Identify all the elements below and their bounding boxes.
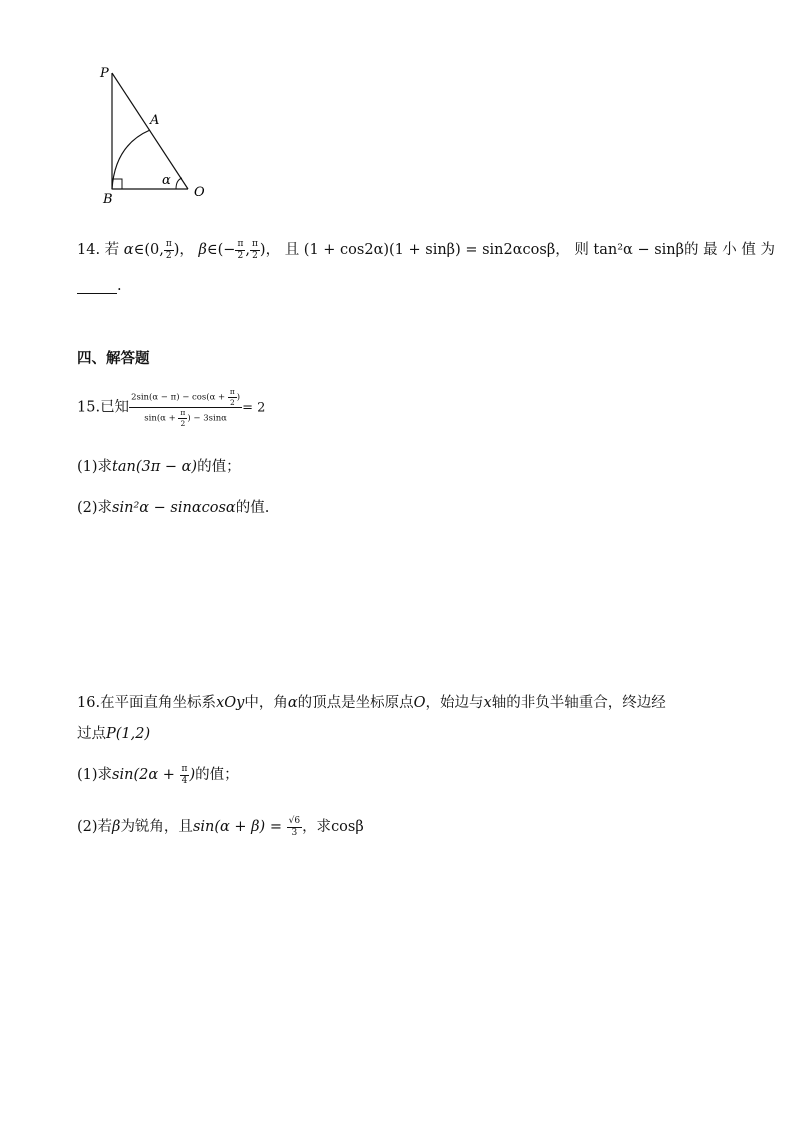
- q14-text-qie: 且: [284, 242, 300, 258]
- q16-alpha: α: [287, 695, 298, 711]
- q16-text-a: 在平面直角坐标系: [100, 695, 217, 711]
- q15-part-2: [77, 496, 269, 517]
- frac-den: 2: [252, 250, 258, 261]
- q15-p2-label: (2)求: [77, 500, 113, 516]
- label-alpha: α: [162, 173, 171, 188]
- frac-den: 3: [291, 827, 298, 838]
- q16-sqrt6-over-3: [287, 817, 302, 838]
- label-B: B: [103, 192, 113, 207]
- q14-range1-close: ): [173, 242, 180, 258]
- q14-range2-open: (−: [217, 242, 236, 258]
- q14-number: 14.: [77, 242, 101, 258]
- q14-text-ruo: 若: [104, 242, 120, 258]
- q16-p2-mid: 为锐角，且: [120, 819, 193, 835]
- q16-part-1: [77, 763, 239, 786]
- frac-num: π: [165, 238, 172, 249]
- q15-p1-end: 的值；: [197, 459, 241, 475]
- q15-num-pi-over-2: [228, 388, 237, 406]
- angle-alpha-arc: [176, 178, 182, 189]
- frac-num: π: [180, 408, 186, 417]
- q15-denominator: [142, 408, 229, 427]
- q15-p2-expr: sin²α − sinαcosα: [112, 500, 236, 516]
- q16-p1-expr-a: sin(2α +: [112, 767, 180, 783]
- q15-p1-expr: tan(3π − α): [112, 459, 198, 475]
- answer-blank[interactable]: [77, 281, 117, 294]
- q16-p2-sep: ，求: [302, 819, 332, 835]
- q16-text-b: 中，角: [244, 695, 288, 711]
- label-A: A: [150, 113, 160, 128]
- q16-text-d: ，始边与: [425, 695, 484, 711]
- q15-p1-label: (1)求: [77, 459, 113, 475]
- q15-num-end: ): [236, 392, 241, 403]
- question-15: [77, 388, 265, 427]
- q16-origin: O: [413, 695, 426, 711]
- segment-PO: [112, 73, 188, 189]
- q16-p2-label: (2)若: [77, 819, 113, 835]
- q16-pi-over-4: [180, 765, 190, 786]
- q14-range2-mid: ,: [245, 242, 250, 258]
- q15-den-start: sin(α +: [144, 413, 179, 424]
- q15-fraction: [129, 388, 242, 427]
- q15-part-1: [77, 455, 241, 476]
- question-16-line1: [77, 691, 666, 712]
- frac-num: √6: [288, 815, 301, 826]
- label-O: O: [194, 185, 205, 200]
- q16-x: x: [483, 695, 492, 711]
- q16-beta: β: [112, 819, 121, 835]
- frac-num: π: [251, 238, 258, 249]
- q14-range2-close: ): [259, 242, 266, 258]
- q16-part-2: [77, 815, 364, 838]
- question-16-line2: [77, 722, 150, 743]
- q16-point: P(1,2): [106, 726, 151, 742]
- q14-end: .: [117, 278, 122, 294]
- q16-p2-expr: sin(α + β) =: [192, 819, 287, 835]
- section-title: 四、解答题: [77, 351, 150, 367]
- question-14: [77, 238, 775, 261]
- q16-text-e: 轴的非负半轴重合，终边经: [491, 695, 666, 711]
- q15-den-end: ) − 3sinα: [187, 413, 227, 424]
- q15-p2-end: 的值.: [235, 500, 270, 516]
- q14-expression: tan²α − sinβ: [593, 242, 685, 258]
- q16-p1-label: (1)求: [77, 767, 113, 783]
- q14-text-min: 的 最 小 值 为: [684, 242, 775, 258]
- q14-pi-over-2-c: [250, 240, 260, 261]
- q16-text-line2: 过点: [77, 726, 106, 742]
- frac-num: π: [229, 387, 235, 396]
- frac-num: π: [237, 238, 244, 249]
- q15-known: 已知: [100, 399, 130, 416]
- q15-numerator: [129, 388, 242, 408]
- q16-p2-target: cosβ: [331, 819, 364, 835]
- q15-num-text: 2sin(α − π) − cos(α +: [131, 392, 228, 403]
- label-P: P: [100, 66, 109, 81]
- q16-text-c: 的顶点是坐标原点: [297, 695, 414, 711]
- q14-sep2: ，: [265, 242, 281, 258]
- frac-den: 2: [237, 250, 244, 261]
- triangle-figure: [90, 60, 220, 210]
- frac-den: 2: [165, 250, 172, 261]
- q16-number: 16.: [77, 695, 101, 711]
- frac-den: 4: [181, 775, 188, 786]
- q14-pi-over-2-b: [235, 240, 245, 261]
- arc-BA: [112, 130, 150, 189]
- q15-number: 15.: [77, 399, 101, 416]
- q14-beta: β: [198, 242, 207, 258]
- q15-rhs: = 2: [242, 400, 266, 416]
- q16-p1-expr-b: ): [189, 767, 196, 783]
- frac-den: 2: [229, 397, 235, 407]
- q14-sep3: ，: [555, 242, 570, 258]
- q14-answer-line: [77, 278, 122, 294]
- q16-p1-end: 的值；: [195, 767, 239, 783]
- q14-in2: ∈: [206, 242, 218, 258]
- q14-range1-open: (0,: [144, 242, 164, 258]
- q14-pi-over-2-a: [164, 240, 174, 261]
- q14-alpha: α: [123, 242, 134, 258]
- q14-equation: (1 + cos2α)(1 + sinβ) = sin2αcosβ: [303, 242, 556, 258]
- frac-den: 2: [180, 418, 186, 428]
- q14-in1: ∈: [133, 242, 145, 258]
- q16-xoy: xOy: [216, 695, 245, 711]
- q14-sep1: ，: [179, 242, 194, 258]
- q14-text-ze: 则: [574, 242, 589, 258]
- frac-num: π: [181, 763, 188, 774]
